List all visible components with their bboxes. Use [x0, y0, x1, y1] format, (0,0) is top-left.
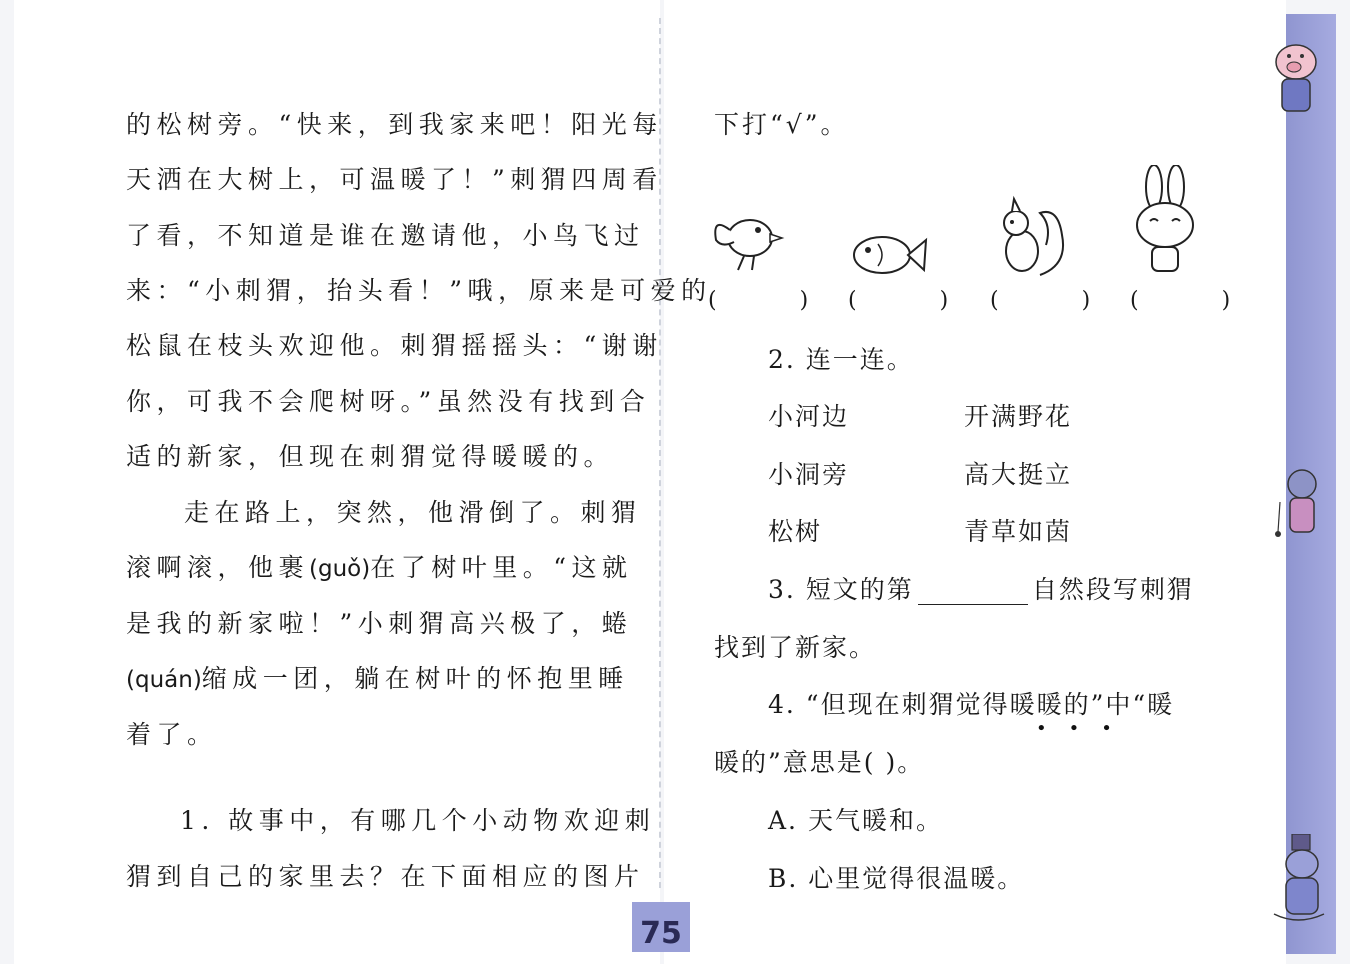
- story-line: 的松树旁。“快来，到我家来吧！阳光每: [126, 110, 663, 139]
- wolf-cartoon-icon: [1270, 462, 1330, 552]
- option-b[interactable]: B. 心里觉得很温暖。: [768, 864, 1025, 893]
- match-left-2[interactable]: 小洞旁: [768, 460, 850, 489]
- fox-cartoon-icon: [1268, 834, 1334, 934]
- story-line: 是我的新家啦！”小刺猬高兴极了，蜷: [126, 609, 633, 638]
- question-4-cont: 暖的”意思是( )。: [714, 748, 925, 777]
- pinyin-guo: (guǒ): [309, 556, 371, 582]
- book-spine: [659, 18, 665, 888]
- side-strip: [1286, 14, 1336, 954]
- match-left-1[interactable]: 小河边: [768, 402, 850, 431]
- story-line: 滚啊滚，他裹(guǒ)在了树叶里。“这就: [126, 553, 633, 582]
- answer-paren-bird[interactable]: ( ): [708, 288, 847, 313]
- pig-cartoon-icon: [1264, 34, 1324, 124]
- story-line: 来：“小刺猬，抬头看！”哦，原来是可爱的: [126, 276, 712, 305]
- question-4: 4. “但现在刺猬觉得暖暖的”中“暖: [768, 690, 1175, 719]
- emphasis-dots: •••: [1036, 718, 1134, 739]
- story-line: 了看，不知道是谁在邀请他，小鸟飞过: [126, 221, 645, 250]
- story-line: 走在路上，突然，他滑倒了。刺猬: [184, 498, 642, 527]
- question-3: 3. 短文的第 自然段写刺猬: [768, 575, 1194, 604]
- story-line: (quán)缩成一团，躺在树叶的怀抱里睡: [126, 664, 629, 693]
- question-1-end: 下打“√”。: [714, 110, 849, 139]
- answer-blank-q3[interactable]: [918, 578, 1028, 605]
- answer-paren-rabbit[interactable]: ( ): [1130, 288, 1269, 313]
- match-right-2[interactable]: 高大挺立: [964, 460, 1073, 489]
- story-line: 着了。: [126, 720, 218, 749]
- squirrel-icon: [990, 195, 1070, 280]
- story-line: 适的新家，但现在刺猬觉得暖暖的。: [126, 442, 615, 471]
- story-line: 松鼠在枝头欢迎他。刺猬摇摇头：“谢谢: [126, 331, 663, 360]
- bird-icon: [708, 200, 788, 275]
- question-1: 1. 故事中，有哪几个小动物欢迎刺: [180, 806, 656, 835]
- match-left-3[interactable]: 松树: [768, 517, 823, 546]
- emphasized-word: 暖暖的: [1009, 690, 1091, 719]
- story-line: 天洒在大树上，可温暖了！”刺猬四周看: [126, 165, 663, 194]
- pinyin-quan: (quán): [126, 667, 202, 693]
- answer-paren-fish[interactable]: ( ): [848, 288, 987, 313]
- option-a[interactable]: A. 天气暖和。: [768, 806, 943, 835]
- story-line: 你，可我不会爬树呀。”虽然没有找到合: [126, 387, 651, 416]
- question-3-cont: 找到了新家。: [714, 633, 877, 662]
- rabbit-icon: [1130, 165, 1200, 275]
- fish-icon: [848, 230, 928, 280]
- question-1-cont: 猬到自己的家里去？在下面相应的图片: [126, 862, 645, 891]
- match-right-3[interactable]: 青草如茵: [964, 517, 1073, 546]
- page-number: 75: [632, 902, 690, 952]
- answer-paren-squirrel[interactable]: ( ): [990, 288, 1129, 313]
- match-right-1[interactable]: 开满野花: [964, 402, 1073, 431]
- question-2: 2. 连一连。: [768, 345, 914, 374]
